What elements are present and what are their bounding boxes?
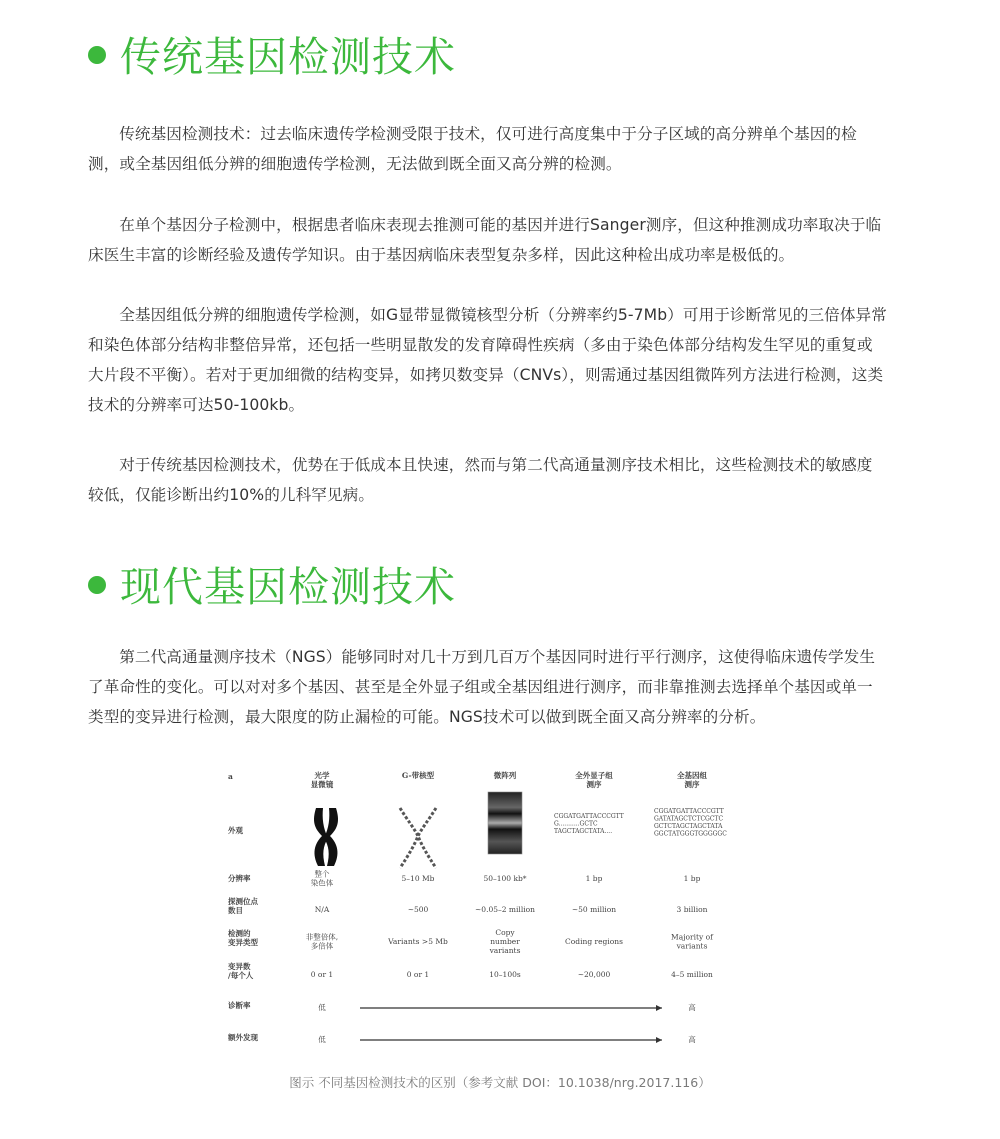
sequence-exome: CGGATGATTACCCGTT G...........GCTC TAGCTAGCTATA....: [554, 813, 624, 835]
paragraph: 全基因组低分辨的细胞遗传学检测，如G显带显微镜核型分析（分辨率约5-7Mb）可用于诊断常见的三倍体异常和染色体部分结构非整倍异常，还包括一些明显散发的发育障碍性疾病（多由于染色体部分结构发生罕见的重复或大片段不平衡）。若对于更加细微的结构变异，如拷贝数变异（CNVs），则需通过基因组微阵列方法进行检测，这类技术的分辨率可达50-100kb。: [88, 306, 887, 414]
variant-type-cell: Coding regions: [565, 937, 623, 946]
section-heading-modern: [88, 554, 456, 613]
column-header: 光学显微镜: [310, 771, 334, 789]
resolution-cell: 1 bp: [585, 874, 603, 883]
variants-per-person-cell: 10–100s: [489, 970, 521, 979]
row-label: 探测位点数目: [228, 897, 258, 915]
variant-type-cell: 非整倍体,多倍体: [305, 932, 339, 951]
row-label: 额外发现: [228, 1033, 258, 1042]
row-label: 检测的变异类型: [228, 929, 258, 947]
row-label: 变异数/每个人: [228, 962, 254, 980]
column-header: 全外显子组测序: [575, 771, 613, 789]
panel-label: a: [228, 772, 233, 781]
loci-cell: ~500: [407, 905, 429, 914]
paragraph: 传统基因检测技术：过去临床遗传学检测受限于技术，仅可进行高度集中于分子区域的高分辨单个基因的检测，或全基因组低分辨的细胞遗传学检测，无法做到既全面又高分辨的检测。: [88, 125, 857, 173]
row-label: 外观: [228, 826, 243, 835]
resolution-cell: 50–100 kb*: [483, 874, 527, 883]
section-heading-traditional: [88, 24, 456, 83]
loci-cell: 3 billion: [676, 905, 708, 914]
figure-image: [222, 766, 742, 1056]
resolution-cell: 整个染色体: [310, 869, 334, 888]
extra-high: 高: [688, 1035, 696, 1044]
row-label: 分辨率: [228, 874, 251, 883]
arrow-head-icon: [656, 1037, 662, 1043]
bullet-dot-icon: [88, 576, 106, 594]
section-title: 传统基因检测技术: [120, 33, 456, 81]
paragraph: 对于传统基因检测技术，优势在于低成本且快速，然而与第二代高通量测序技术相比，这些检测技术的敏感度较低，仅能诊断出约10%的儿科罕见病。: [88, 456, 873, 504]
variants-per-person-cell: ~20,000: [577, 970, 611, 979]
variant-type-cell: Majority of variants: [671, 932, 713, 951]
diagnostic-low: 低: [318, 1003, 326, 1012]
extra-low: 低: [318, 1035, 326, 1044]
variants-per-person-cell: 0 or 1: [406, 970, 430, 979]
row-label: 诊断率: [228, 1001, 251, 1010]
variant-type-cell: Variants >5 Mb: [388, 937, 448, 946]
column-header: 全基因组测序: [677, 771, 707, 789]
comparison-figure: [222, 766, 742, 1056]
diagnostic-high: 高: [688, 1003, 696, 1012]
resolution-cell: 1 bp: [683, 874, 701, 883]
column-header: 微阵列: [493, 771, 517, 780]
arrow-head-icon: [656, 1005, 662, 1011]
chromosome-optical-icon: [314, 808, 338, 866]
variant-type-cell: Copy number variants: [489, 928, 521, 955]
figure-caption: 图示 不同基因检测技术的区别（参考文献 DOI：10.1038/nrg.2017.116）: [289, 1075, 711, 1090]
bullet-dot-icon: [88, 46, 106, 64]
resolution-cell: 5–10 Mb: [401, 874, 435, 883]
chromosome-gband-icon: [400, 808, 436, 868]
sequence-genome: CGGATGATTACCCGTT GATATAGCTCTCGCTC GCTCTAGCTAGCTATA GGCTATGGGTGGGGGC: [654, 808, 727, 838]
column-header: G-带核型: [401, 771, 435, 780]
loci-cell: ~50 million: [571, 905, 617, 914]
variants-per-person-cell: 0 or 1: [310, 970, 334, 979]
paragraph: 在单个基因分子检测中，根据患者临床表现去推测可能的基因并进行Sanger测序，但这种推测成功率取决于临床医生丰富的诊断经验及遗传学知识。由于基因病临床表型复杂多样，因此这种检出成功率是极低的。: [88, 216, 882, 264]
variants-per-person-cell: 4–5 million: [671, 970, 713, 979]
paragraph: 第二代高通量测序技术（NGS）能够同时对几十万到几百万个基因同时进行平行测序，这使得临床遗传学发生了革命性的变化。可以对对多个基因、甚至是全外显子组或全基因组进行测序，而非靠推测去选择单个基因或单一类型的变异进行检测，最大限度的防止漏检的可能。NGS技术可以做到既全面又高分辨率的分析。: [88, 648, 876, 726]
loci-cell: ~0.05–2 million: [475, 905, 535, 914]
section-title: 现代基因检测技术: [120, 563, 456, 611]
loci-cell: N/A: [314, 905, 330, 914]
microarray-icon: [488, 792, 522, 854]
